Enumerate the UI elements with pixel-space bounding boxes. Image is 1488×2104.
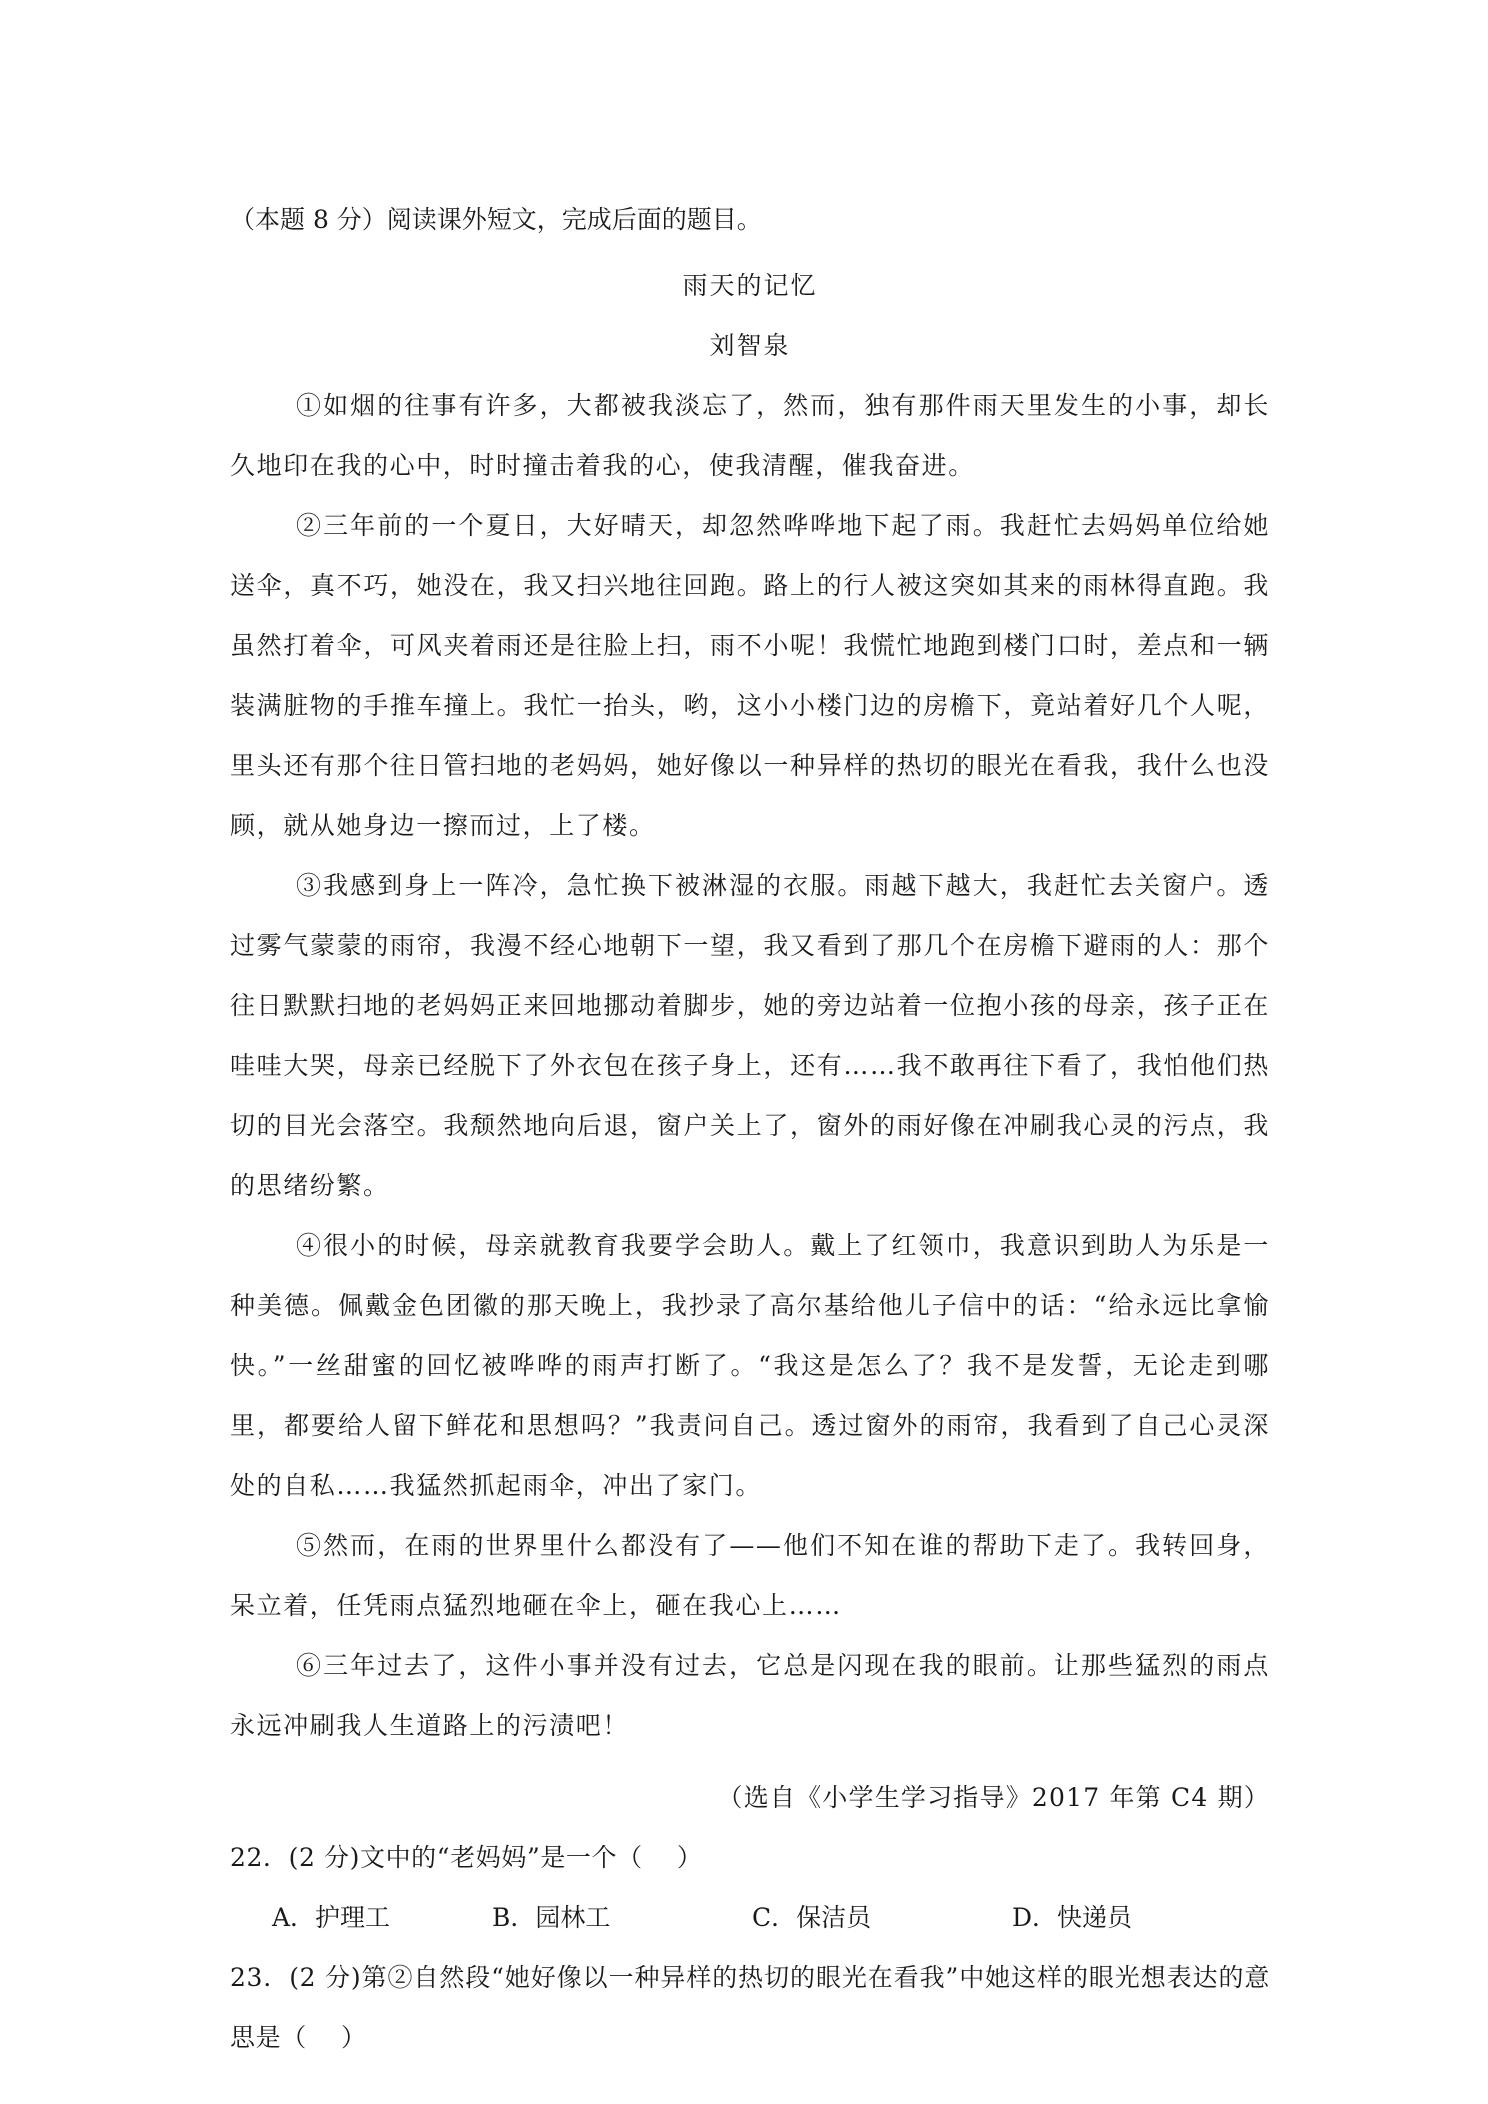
article-source: （选自《小学生学习指导》2017 年第 C4 期） xyxy=(717,1783,1270,1812)
article-paragraph-3: ③我感到身上一阵冷，急忙换下被淋湿的衣服。雨越下越大，我赶忙去关窗户。透过雾气蒙蒙的雨帘，我漫不经心地朝下一望，我又看到了那几个在房檐下避雨的人：那个往日默默扫地的老妈妈正来回地挪动着脚步，她的旁边站着一位抱小孩的母亲，孩子正在哇哇大哭，母亲已经脱下了外衣包在孩子身上，还有……我不敢再往下看了，我怕他们热切的目光会落空。我颓然地向后退，窗户关上了，窗外的雨好像在冲刷我心灵的污点，我的思绪纷繁。 xyxy=(230,871,1270,1200)
article-paragraph-2: ②三年前的一个夏日，大好晴天，却忽然哗哗地下起了雨。我赶忙去妈妈单位给她送伞，真不巧，她没在，我又扫兴地往回跑。路上的行人被这突如其来的雨林得直跑。我虽然打着伞，可风夹着雨还是往脸上扫，雨不小呢！我慌忙地跑到楼门口时，差点和一辆装满脏物的手推车撞上。我忙一抬头，哟，这小小楼门边的房檐下，竟站着好几个人呢，里头还有那个往日管扫地的老妈妈，她好像以一种异样的热切的眼光在看我，我什么也没顾，就从她身边一擦而过，上了楼。 xyxy=(230,511,1270,840)
option-a[interactable]: A．护理工 xyxy=(272,1903,391,1932)
option-d[interactable]: D．快递员 xyxy=(1012,1903,1133,1932)
article-paragraph-4: ④很小的时候，母亲就教育我要学会助人。戴上了红领巾，我意识到助人为乐是一种美德。佩戴金色团徽的那天晚上，我抄录了高尔基给他儿子信中的话：“给永远比拿愉快。”一丝甜蜜的回忆被哗哗的雨声打断了。“我这是怎么了？我不是发誓，无论走到哪里，都要给人留下鲜花和思想吗？”我责问自己。透过窗外的雨帘，我看到了自己心灵深处的自私……我猛然抓起雨伞，冲出了家门。 xyxy=(230,1231,1270,1500)
section-intro: （本题 8 分）阅读课外短文，完成后面的题目。 xyxy=(230,205,762,234)
option-b[interactable]: B．园林工 xyxy=(492,1903,611,1932)
article-paragraph-5: ⑤然而，在雨的世界里什么都没有了——他们不知在谁的帮助下走了。我转回身，呆立着，任凭雨点猛烈地砸在伞上，砸在我心上…… xyxy=(230,1531,1270,1620)
option-c[interactable]: C．保洁员 xyxy=(752,1903,872,1932)
article-author: 刘智泉 xyxy=(709,331,791,360)
question-22: 22．(2 分)文中的“老妈妈”是一个（ ） xyxy=(230,1843,703,1872)
question-23: 23．(2 分)第②自然段“她好像以一种异样的热切的眼光在看我”中她这样的眼光想表达的意思是（ ） xyxy=(230,1963,1270,2052)
question-22-options xyxy=(230,1888,1270,1948)
article-paragraph-6: ⑥三年过去了，这件小事并没有过去，它总是闪现在我的眼前。让那些猛烈的雨点永远冲刷我人生道路上的污渍吧！ xyxy=(230,1651,1270,1740)
article-title: 雨天的记忆 xyxy=(682,271,818,300)
exam-page xyxy=(230,190,1270,2068)
article-paragraph-1: ①如烟的往事有许多，大都被我淡忘了，然而，独有那件雨天里发生的小事，却长久地印在我的心中，时时撞击着我的心，使我清醒，催我奋进。 xyxy=(230,391,1270,480)
